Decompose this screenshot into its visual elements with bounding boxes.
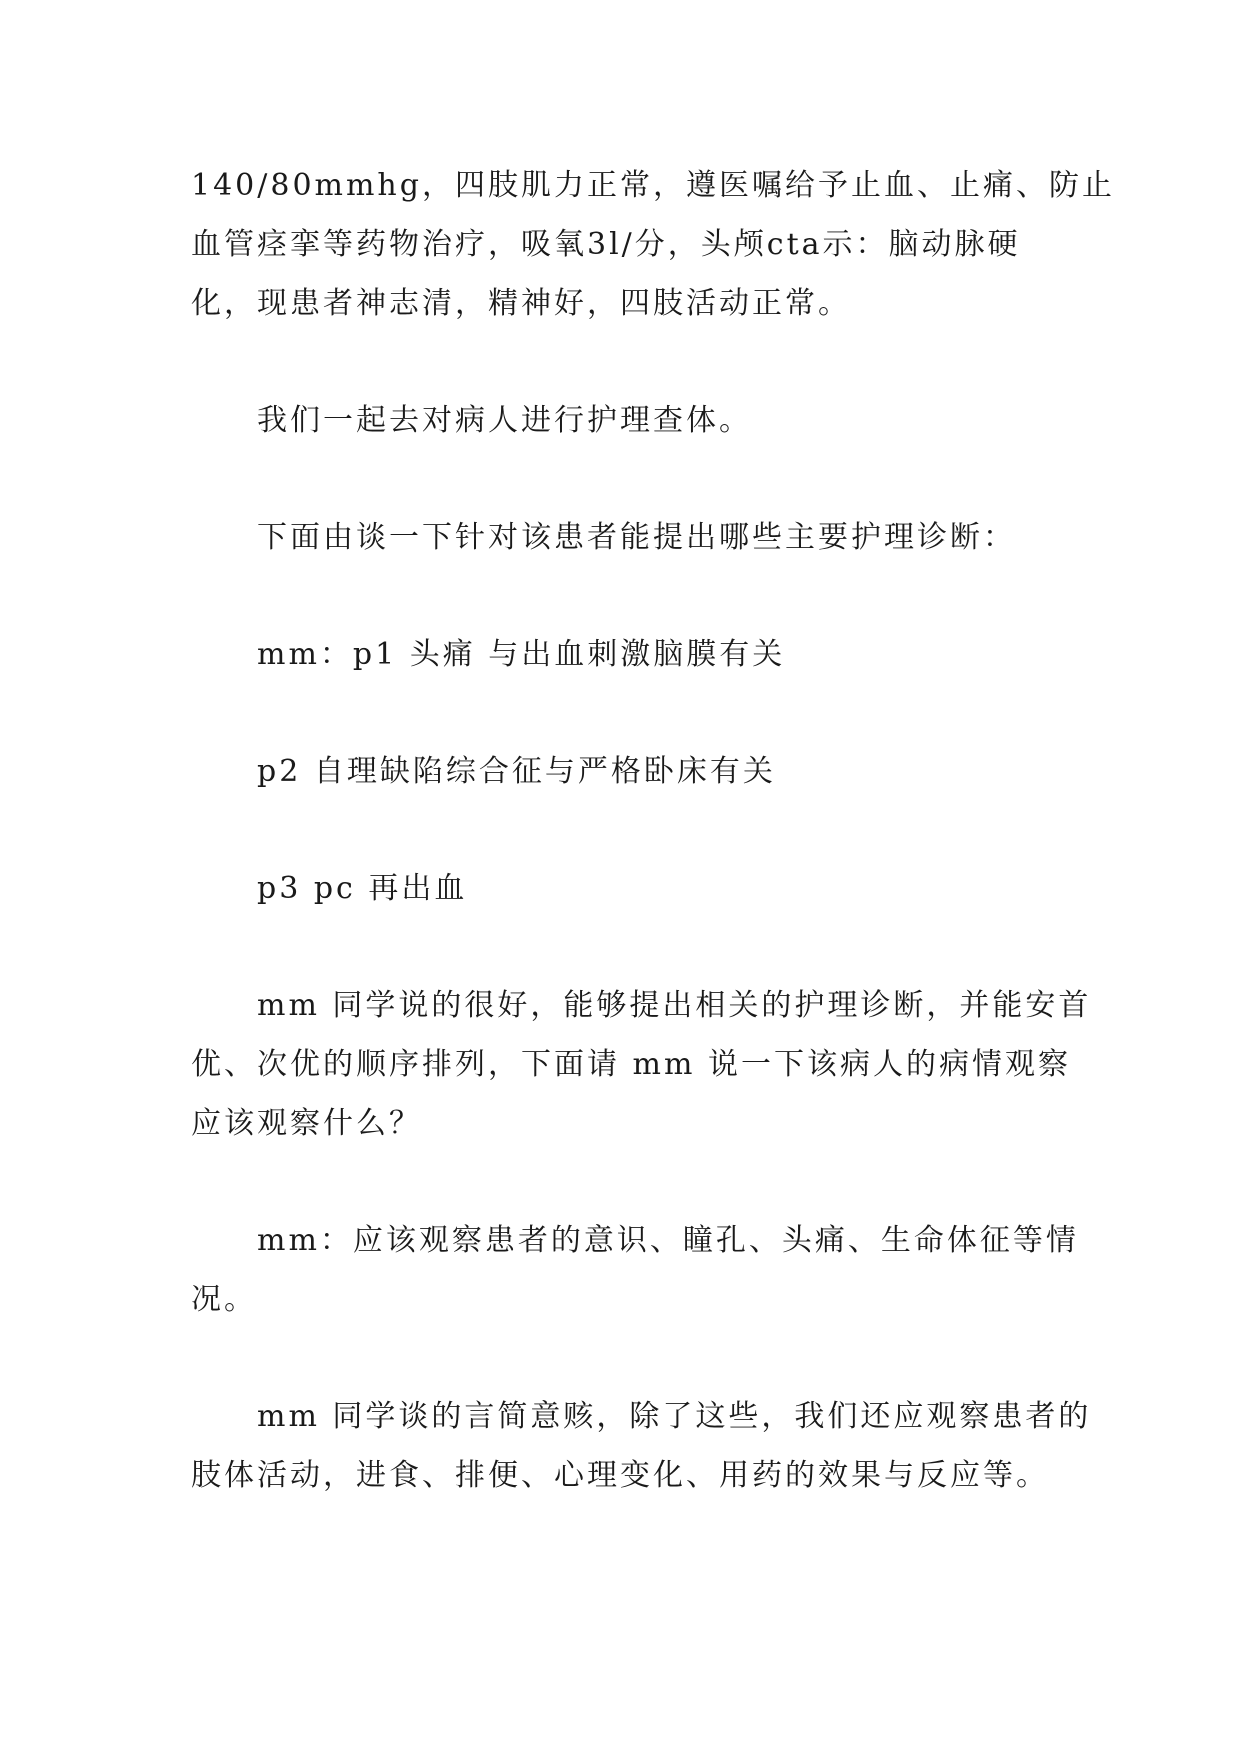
paragraph-line: 况。 bbox=[191, 1282, 257, 1317]
document-body bbox=[191, 156, 1115, 1563]
paragraph-examination bbox=[191, 391, 1091, 450]
paragraph-line: mm 同学说的很好，能够提出相关的护理诊断，并能安首 bbox=[257, 988, 1092, 1023]
paragraph-diagnosis-question bbox=[191, 508, 1091, 567]
paragraph-case-summary bbox=[191, 156, 1115, 333]
paragraph-line: mm：应该观察患者的意识、瞳孔、头痛、生命体征等情 bbox=[257, 1223, 1079, 1258]
paragraph-line: 140/80mmhg，四肢肌力正常，遵医嘱给予止血、止痛、防止 bbox=[191, 168, 1115, 203]
paragraph-line: 优、次优的顺序排列，下面请 mm 说一下该病人的病情观察 bbox=[191, 1047, 1071, 1082]
paragraph-observation-answer bbox=[191, 1211, 1091, 1329]
paragraph-observation-summary bbox=[191, 1387, 1091, 1505]
paragraph-line: 下面由谈一下针对该患者能提出哪些主要护理诊断： bbox=[257, 520, 1016, 555]
paragraph-diagnosis-p1 bbox=[191, 625, 1091, 684]
paragraph-line: 化，现患者神志清，精神好，四肢活动正常。 bbox=[191, 286, 851, 321]
paragraph-line: 应该观察什么？ bbox=[191, 1106, 422, 1141]
paragraph-observation-question bbox=[191, 976, 1091, 1153]
paragraph-line: mm：p1 头痛 与出血刺激脑膜有关 bbox=[257, 637, 786, 672]
paragraph-line: 血管痉挛等药物治疗，吸氧3l/分，头颅cta示：脑动脉硬 bbox=[191, 227, 1021, 262]
paragraph-diagnosis-p2 bbox=[191, 742, 1091, 801]
paragraph-line: mm 同学谈的言简意赅，除了这些，我们还应观察患者的 bbox=[257, 1399, 1092, 1434]
paragraph-diagnosis-p3 bbox=[191, 859, 1091, 918]
paragraph-line: p2 自理缺陷综合征与严格卧床有关 bbox=[257, 754, 776, 789]
paragraph-line: p3 pc 再出血 bbox=[257, 871, 468, 906]
paragraph-line: 肢体活动，进食、排便、心理变化、用药的效果与反应等。 bbox=[191, 1458, 1049, 1493]
paragraph-line: 我们一起去对病人进行护理查体。 bbox=[257, 403, 752, 438]
